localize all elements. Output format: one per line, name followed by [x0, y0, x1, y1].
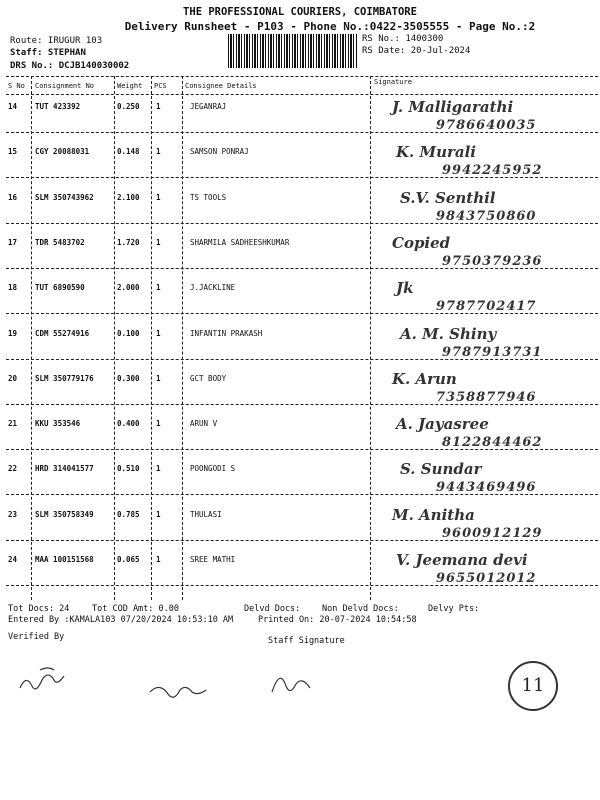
row-weight: 0.510	[117, 464, 140, 474]
row-pcs: 1	[156, 283, 161, 293]
signature-name: J. Malligarathi	[392, 98, 514, 116]
row-sno: 22	[8, 464, 18, 474]
signature-name: S.V. Senthil	[400, 188, 496, 207]
staff-signature-2	[272, 678, 310, 692]
row-consignee: INFANTIN PRAKASH	[190, 328, 263, 338]
row-consignment-no: SLM 350758349	[35, 509, 94, 519]
rs-number: RS No.: 1400300	[362, 34, 444, 44]
row-pcs: 1	[156, 192, 161, 202]
row-sno: 15	[8, 147, 18, 157]
verified-by: Verified By	[8, 632, 65, 642]
signature-phone: 9787702417	[436, 299, 537, 315]
row-sno: 23	[8, 509, 18, 519]
signature-phone: 9843750860	[436, 208, 537, 224]
signature-name: K. Murali	[396, 143, 477, 162]
signature-name: V. Jeemana devi	[396, 551, 528, 569]
row-consignment-no: SLM 350743962	[35, 192, 94, 202]
route: Route: IRUGUR 103	[10, 36, 103, 46]
row-consignment-no: TUT 423392	[35, 102, 81, 111]
signature-phone: 9443469496	[436, 480, 537, 496]
row-weight: 0.065	[117, 555, 140, 564]
row-consignee: POONGODI S	[190, 464, 236, 474]
col-consignee: Consignee Details	[185, 82, 257, 90]
row-sno: 21	[8, 419, 18, 429]
row-signature	[374, 271, 594, 316]
signature-name: Copied	[392, 233, 451, 252]
non-delvd-docs: Non Delvd Docs:	[322, 604, 399, 614]
delvd-docs: Delvd Docs:	[244, 604, 301, 614]
col-pcs: PCS	[154, 82, 167, 90]
row-pcs: 1	[156, 328, 161, 338]
row-pcs: 1	[156, 509, 161, 519]
row-weight: 0.400	[117, 419, 140, 429]
staff-signature-label: Staff Signature	[268, 636, 345, 646]
staff-signature-1	[150, 687, 206, 697]
row-weight: 1.720	[117, 237, 140, 247]
page-stamp: 11	[508, 661, 558, 711]
entered-by: Entered By :KAMALA103 07/20/2024 10:53:10 AM	[8, 615, 234, 625]
company-name: THE PROFESSIONAL COURIERS, COIMBATORE	[183, 6, 417, 18]
rs-date: RS Date: 20-Jul-2024	[362, 46, 471, 56]
runsheet-title: Delivery Runsheet - P103 - Phone No.:0422-3505555 - Page No.:2	[124, 20, 536, 33]
row-signature	[374, 135, 594, 180]
row-consignee: JEGANRAJ	[190, 102, 227, 111]
row-sno: 16	[8, 192, 18, 202]
barcode	[228, 34, 358, 68]
row-signature	[374, 407, 594, 452]
signature-phone: 7358877946	[436, 389, 537, 405]
row-consignment-no: TDR 5483702	[35, 237, 85, 247]
runsheet-table	[6, 76, 598, 602]
row-weight: 0.300	[117, 373, 140, 383]
row-consignment-no: CGY 20088031	[35, 147, 90, 157]
signature-name: Jk	[396, 279, 414, 298]
row-consignee: SREE MATHI	[190, 555, 236, 564]
row-pcs: 1	[156, 464, 161, 474]
col-consignment: Consignment No	[35, 82, 95, 90]
signature-phone: 9655012012	[436, 571, 537, 586]
row-pcs: 1	[156, 555, 161, 564]
row-sno: 20	[8, 373, 18, 383]
signature-phone: 9600912129	[442, 525, 543, 541]
tot-docs: Tot Docs: 24	[8, 604, 70, 614]
row-signature	[374, 452, 594, 497]
row-weight: 0.785	[117, 509, 140, 519]
row-weight: 2.100	[117, 192, 140, 202]
row-signature	[374, 498, 594, 543]
signature-phone: 8122844462	[442, 435, 543, 451]
row-signature	[374, 362, 594, 407]
row-consignee: SHARMILA SADHEESHKUMAR	[190, 237, 290, 247]
row-consignee: SAMSON PONRAJ	[190, 147, 249, 157]
row-pcs: 1	[156, 147, 161, 157]
row-sno: 17	[8, 237, 18, 247]
row-consignment-no: HRD 314041577	[35, 464, 94, 474]
row-consignment-no: TUT 6890590	[35, 283, 85, 293]
signature-name: K. Arun	[392, 369, 457, 388]
signature-name: A. Jayasree	[396, 415, 489, 434]
row-sno: 18	[8, 283, 18, 293]
signature-phone: 9787913731	[442, 344, 543, 360]
printed-on: Printed On: 20-07-2024 10:54:58	[258, 615, 417, 625]
col-weight: Weight	[117, 82, 143, 90]
signature-phone: 9750379236	[442, 253, 543, 269]
col-sno: S No	[8, 82, 25, 90]
row-sno: 19	[8, 328, 18, 338]
signature-phone: 9942245952	[442, 163, 543, 179]
row-signature	[374, 543, 594, 588]
verified-signature	[20, 668, 64, 689]
row-consignment-no: KKU 353546	[35, 419, 81, 429]
signature-name: A. M. Shiny	[400, 324, 497, 343]
signature-phone: 9786640035	[436, 118, 537, 133]
signature-name: M. Anitha	[392, 505, 475, 524]
row-weight: 0.250	[117, 102, 140, 111]
row-pcs: 1	[156, 237, 161, 247]
row-signature	[374, 226, 594, 271]
row-consignment-no: CDM 55274916	[35, 328, 90, 338]
signature-name: S. Sundar	[400, 460, 482, 479]
row-consignee: GCT BODY	[190, 373, 227, 383]
row-consignment-no: MAA 100151568	[35, 555, 94, 564]
delvy-pts: Delvy Pts:	[428, 604, 480, 614]
row-consignee: TS TOOLS	[190, 192, 227, 202]
row-pcs: 1	[156, 419, 161, 429]
row-weight: 0.100	[117, 328, 140, 338]
row-consignee: ARUN V	[190, 419, 218, 429]
drs-number: DRS No.: DCJB140030002	[10, 61, 130, 71]
row-weight: 0.148	[117, 147, 140, 157]
row-signature	[374, 181, 594, 226]
row-consignee: THULASI	[190, 509, 222, 519]
row-sno: 14	[8, 102, 18, 111]
col-signature: Signature	[374, 78, 412, 86]
row-pcs: 1	[156, 373, 161, 383]
table-row	[6, 551, 598, 600]
row-pcs: 1	[156, 102, 161, 111]
row-consignee: J.JACKLINE	[190, 283, 236, 293]
row-consignment-no: SLM 350779176	[35, 373, 94, 383]
row-signature	[374, 90, 594, 135]
row-sno: 24	[8, 555, 18, 564]
row-weight: 2.000	[117, 283, 140, 293]
tot-cod: Tot COD Amt: 0.00	[92, 604, 179, 614]
staff: Staff: STEPHAN	[10, 48, 86, 58]
row-signature	[374, 317, 594, 362]
